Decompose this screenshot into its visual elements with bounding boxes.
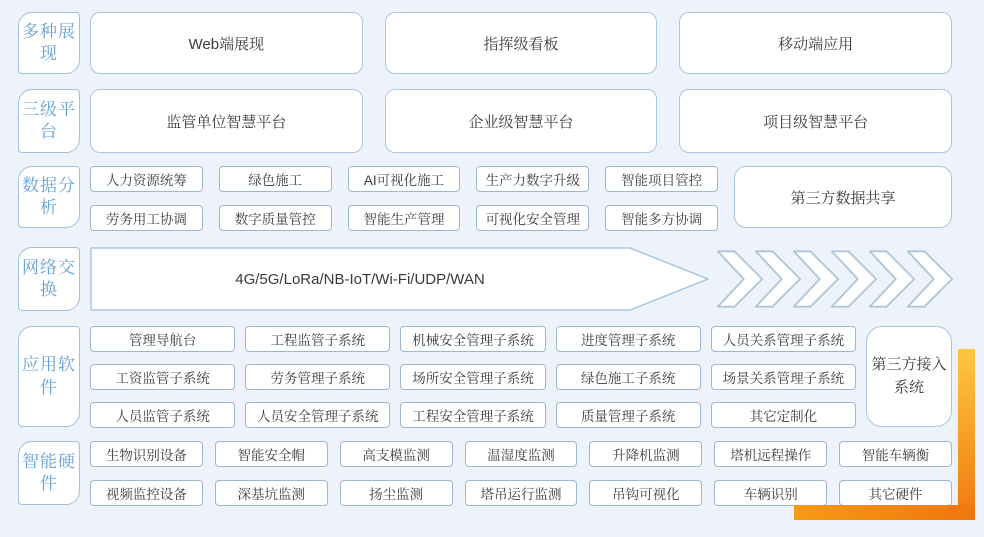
- row-platform: [18, 89, 952, 153]
- diagram-node: 车辆识别: [714, 480, 827, 506]
- diagram-node: 深基坑监测: [215, 480, 328, 506]
- third-party-access-box: 第三方接入系统: [866, 326, 952, 427]
- network-chevrons: [716, 247, 954, 311]
- diagram-node: 人员安全管理子系统: [245, 402, 390, 428]
- diagram-node: 劳务用工协调: [90, 205, 203, 231]
- diagram-node: 管理导航台: [90, 326, 235, 352]
- diagram-node: 工程安全管理子系统: [400, 402, 545, 428]
- row-analysis: [18, 166, 952, 228]
- diagram-node: 质量管理子系统: [556, 402, 701, 428]
- diagram-node: 塔吊运行监测: [465, 480, 578, 506]
- row-label-hardware: 智能硬件: [18, 441, 80, 505]
- chevron-right-icon: [906, 247, 954, 311]
- row-display: [18, 12, 952, 74]
- diagram-node: 进度管理子系统: [556, 326, 701, 352]
- row-label-platform: 三级平台: [18, 89, 80, 153]
- diagram-node: 塔机远程操作: [714, 441, 827, 467]
- diagram-node: 场景关系管理子系统: [711, 364, 856, 390]
- diagram-node: 其它定制化: [711, 402, 856, 428]
- diagram-node: 劳务管理子系统: [245, 364, 390, 390]
- diagram-node: 智能生产管理: [348, 205, 461, 231]
- diagram-node: 企业级智慧平台: [385, 89, 658, 153]
- row-label-software: 应用软件: [18, 326, 80, 427]
- diagram-node: 智能车辆衡: [839, 441, 952, 467]
- diagram-node: 其它硬件: [839, 480, 952, 506]
- diagram-node: 绿色施工子系统: [556, 364, 701, 390]
- diagram-node: 人力资源统筹: [90, 166, 203, 192]
- row-platform-items: [90, 89, 952, 153]
- software-line2: [90, 364, 856, 390]
- row-software: [18, 326, 952, 427]
- row-label-display: 多种展现: [18, 12, 80, 74]
- diagram-node: 高支模监测: [340, 441, 453, 467]
- software-line3: [90, 402, 856, 428]
- diagram-node: 绿色施工: [219, 166, 332, 192]
- diagram-node: 指挥级看板: [385, 12, 658, 74]
- diagram-node: 人员关系管理子系统: [711, 326, 856, 352]
- hardware-line1: [90, 441, 952, 467]
- highlight-marker-vertical: [958, 349, 975, 520]
- analysis-line2: [90, 205, 718, 231]
- row-display-items: [90, 12, 952, 74]
- diagram-node: 升降机监测: [589, 441, 702, 467]
- highlight-marker-horizontal: [794, 505, 975, 520]
- analysis-line1: [90, 166, 718, 192]
- network-protocols-text: 4G/5G/LoRa/NB-IoT/Wi-Fi/UDP/WAN: [235, 270, 485, 288]
- diagram-node: 移动端应用: [679, 12, 952, 74]
- diagram-node: 生物识别设备: [90, 441, 203, 467]
- diagram-node: 智能项目管控: [605, 166, 718, 192]
- row-label-network: 网络交换: [18, 247, 80, 311]
- diagram-node: 智能多方协调: [605, 205, 718, 231]
- diagram-node: Web端展现: [90, 12, 363, 74]
- diagram-node: 工资监管子系统: [90, 364, 235, 390]
- diagram-node: 扬尘监测: [340, 480, 453, 506]
- diagram-node: 可视化安全管理: [476, 205, 589, 231]
- diagram-node: 人员监管子系统: [90, 402, 235, 428]
- diagram-node: 监管单位智慧平台: [90, 89, 363, 153]
- diagram-node: 温湿度监测: [465, 441, 578, 467]
- diagram-node: 吊钩可视化: [589, 480, 702, 506]
- row-network: [18, 247, 952, 311]
- row-label-analysis: 数据分析: [18, 166, 80, 228]
- diagram-node: 机械安全管理子系统: [400, 326, 545, 352]
- diagram-node: 智能安全帽: [215, 441, 328, 467]
- network-arrow: [90, 247, 710, 311]
- third-party-data-share-box: 第三方数据共享: [734, 166, 952, 228]
- diagram-node: 工程监管子系统: [245, 326, 390, 352]
- software-line1: [90, 326, 856, 352]
- diagram-node: 场所安全管理子系统: [400, 364, 545, 390]
- diagram-node: 视频监控设备: [90, 480, 203, 506]
- diagram-node: AI可视化施工: [348, 166, 461, 192]
- row-hardware: [18, 441, 952, 505]
- diagram-node: 生产力数字升级: [476, 166, 589, 192]
- diagram-node: 项目级智慧平台: [679, 89, 952, 153]
- diagram-node: 数字质量管控: [219, 205, 332, 231]
- hardware-line2: [90, 480, 952, 506]
